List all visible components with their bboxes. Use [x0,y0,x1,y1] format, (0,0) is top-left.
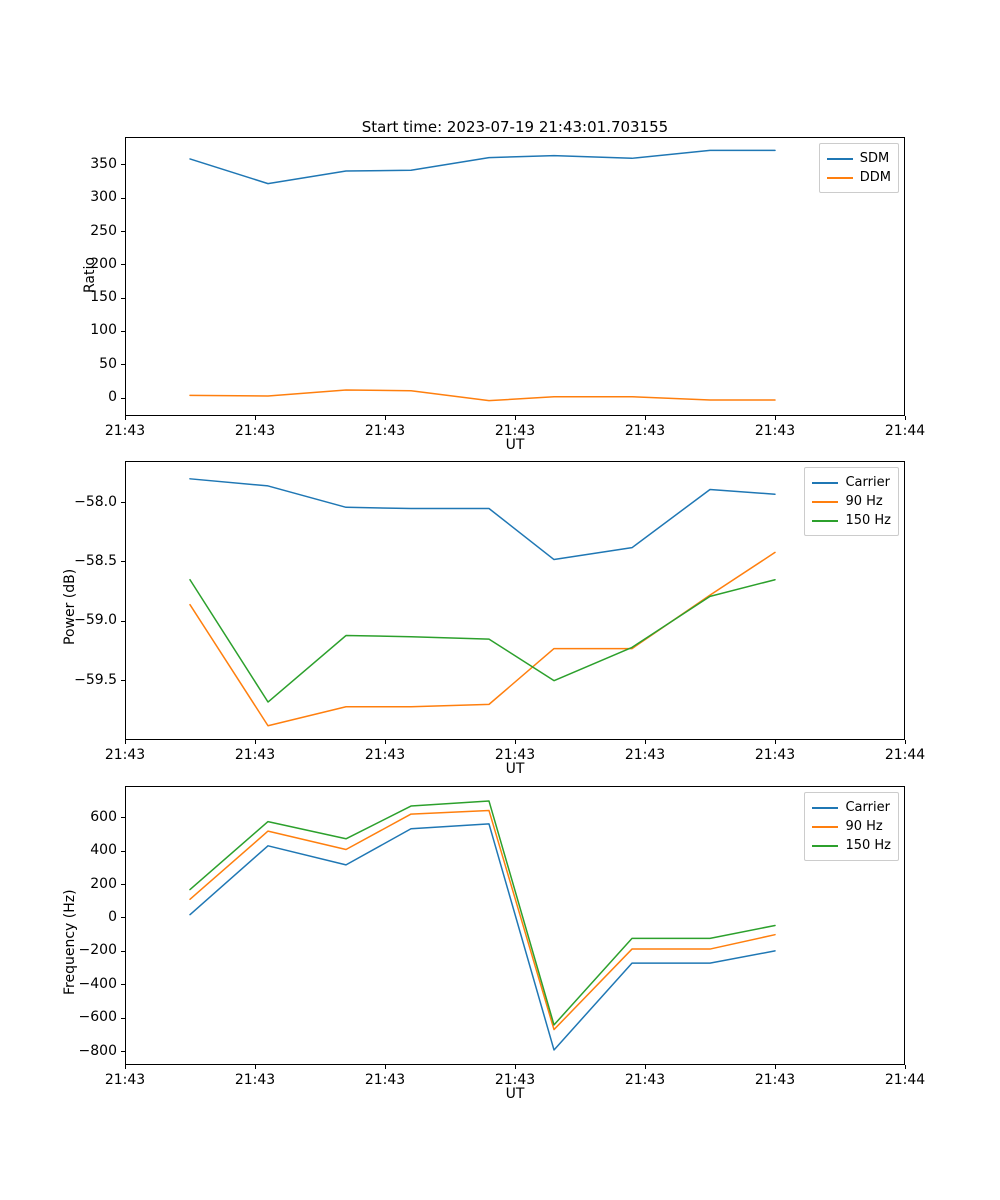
y-tick-label: −200 [78,942,117,959]
panel-ratio [125,137,905,416]
y-tick-label: 200 [90,875,117,892]
legend-item-sdm[interactable] [827,149,891,168]
series-line-carrier [190,824,775,1050]
series-line-sdm [190,150,775,183]
legend-swatch [827,158,853,160]
y-tick-label: 600 [90,808,117,825]
legend-swatch [812,807,838,809]
y-tick-mark [121,1051,125,1052]
y-axis-label-frequency: Frequency (Hz) [62,889,78,995]
x-tick-label: 21:44 [884,423,926,439]
y-tick-label: 150 [90,289,117,306]
y-tick-label: 250 [90,222,117,239]
y-tick-mark [121,917,125,918]
x-tick-label: 21:43 [624,423,666,439]
x-tick-label: 21:43 [364,423,406,439]
legend-label: SDM [859,151,890,166]
x-tick-label: 21:43 [494,423,536,439]
y-tick-mark [121,198,125,199]
legend-label: 150 Hz [845,838,891,853]
y-tick-mark [121,884,125,885]
series-line-150-hz [190,580,775,702]
x-tick-label: 21:43 [234,423,276,439]
panel-power [125,461,905,740]
legend-power[interactable] [804,467,899,536]
series-line-150-hz [190,801,775,1025]
x-tick-label: 21:43 [104,1072,146,1088]
legend-item-150-hz[interactable] [812,836,891,855]
data-lines-ratio [125,137,905,416]
x-tick-label: 21:43 [624,747,666,763]
x-tick-label: 21:43 [364,1072,406,1088]
legend-swatch [812,520,838,522]
legend-label: Carrier [845,475,890,490]
x-tick-mark [125,416,126,420]
legend-item-carrier[interactable] [812,473,891,492]
legend-item-150-hz[interactable] [812,511,891,530]
x-tick-mark [645,1065,646,1069]
x-tick-mark [385,416,386,420]
x-tick-label: 21:43 [104,423,146,439]
y-tick-mark [121,264,125,265]
x-tick-mark [905,1065,906,1069]
y-tick-mark [121,398,125,399]
x-tick-mark [125,740,126,744]
legend-swatch [812,826,838,828]
x-tick-mark [905,740,906,744]
legend-item-90-hz[interactable] [812,817,891,836]
y-tick-label: 50 [99,355,117,372]
x-tick-label: 21:43 [624,1072,666,1088]
x-tick-mark [645,416,646,420]
x-axis-label-ratio: UT [505,437,525,453]
y-tick-mark [121,298,125,299]
y-tick-label: −59.5 [74,671,117,688]
legend-label: Carrier [845,800,890,815]
legend-label: 150 Hz [845,513,891,528]
y-tick-mark [121,951,125,952]
data-lines-frequency [125,786,905,1065]
x-tick-mark [385,740,386,744]
y-tick-label: −59.0 [74,612,117,629]
y-tick-mark [121,164,125,165]
legend-item-90-hz[interactable] [812,492,891,511]
y-tick-mark [121,1018,125,1019]
x-axis-label-power: UT [505,761,525,777]
x-tick-mark [775,416,776,420]
y-axis-label-ratio: Ratio [82,257,98,293]
legend-frequency[interactable] [804,792,899,861]
x-tick-mark [645,740,646,744]
legend-swatch [827,177,853,179]
x-tick-label: 21:43 [364,747,406,763]
x-tick-label: 21:43 [234,1072,276,1088]
legend-ratio[interactable] [819,143,899,193]
y-tick-label: 400 [90,842,117,859]
legend-label: DDM [859,170,891,185]
y-tick-mark [121,364,125,365]
y-tick-label: −400 [78,975,117,992]
series-line-carrier [190,479,775,560]
y-tick-mark [121,561,125,562]
chart-title: Start time: 2023-07-19 21:43:01.703155 [361,118,669,136]
x-tick-mark [125,1065,126,1069]
x-tick-label: 21:43 [494,747,536,763]
x-tick-label: 21:43 [494,1072,536,1088]
x-tick-mark [255,416,256,420]
y-tick-label: −58.5 [74,552,117,569]
x-tick-mark [255,1065,256,1069]
x-tick-mark [255,740,256,744]
legend-label: 90 Hz [845,819,883,834]
x-tick-mark [905,416,906,420]
series-line-90-hz [190,811,775,1030]
x-tick-mark [515,1065,516,1069]
y-axis-label-power: Power (dB) [62,568,78,645]
y-tick-label: 100 [90,322,117,339]
y-tick-label: 300 [90,189,117,206]
legend-item-ddm[interactable] [827,168,891,187]
legend-label: 90 Hz [845,494,883,509]
x-tick-label: 21:43 [754,1072,796,1088]
y-tick-label: 350 [90,155,117,172]
data-lines-power [125,461,905,740]
y-tick-mark [121,680,125,681]
y-tick-mark [121,817,125,818]
y-tick-label: 200 [90,255,117,272]
legend-swatch [812,482,838,484]
y-tick-mark [121,851,125,852]
x-axis-label-frequency: UT [505,1086,525,1102]
y-tick-label: −800 [78,1042,117,1059]
legend-item-carrier[interactable] [812,798,891,817]
x-tick-mark [775,740,776,744]
panel-frequency [125,786,905,1065]
series-line-ddm [190,390,775,401]
y-tick-mark [121,502,125,503]
x-tick-mark [515,416,516,420]
x-tick-label: 21:43 [754,423,796,439]
y-tick-label: −600 [78,1009,117,1026]
y-tick-label: −58.0 [74,493,117,510]
y-tick-mark [121,984,125,985]
y-tick-mark [121,621,125,622]
x-tick-label: 21:44 [884,1072,926,1088]
y-tick-mark [121,231,125,232]
x-tick-label: 21:43 [234,747,276,763]
y-tick-mark [121,331,125,332]
x-tick-mark [385,1065,386,1069]
x-tick-label: 21:44 [884,747,926,763]
legend-swatch [812,501,838,503]
y-tick-label: 0 [108,389,117,406]
x-tick-mark [775,1065,776,1069]
x-tick-label: 21:43 [754,747,796,763]
x-tick-mark [515,740,516,744]
y-tick-label: 0 [108,908,117,925]
legend-swatch [812,845,838,847]
x-tick-label: 21:43 [104,747,146,763]
